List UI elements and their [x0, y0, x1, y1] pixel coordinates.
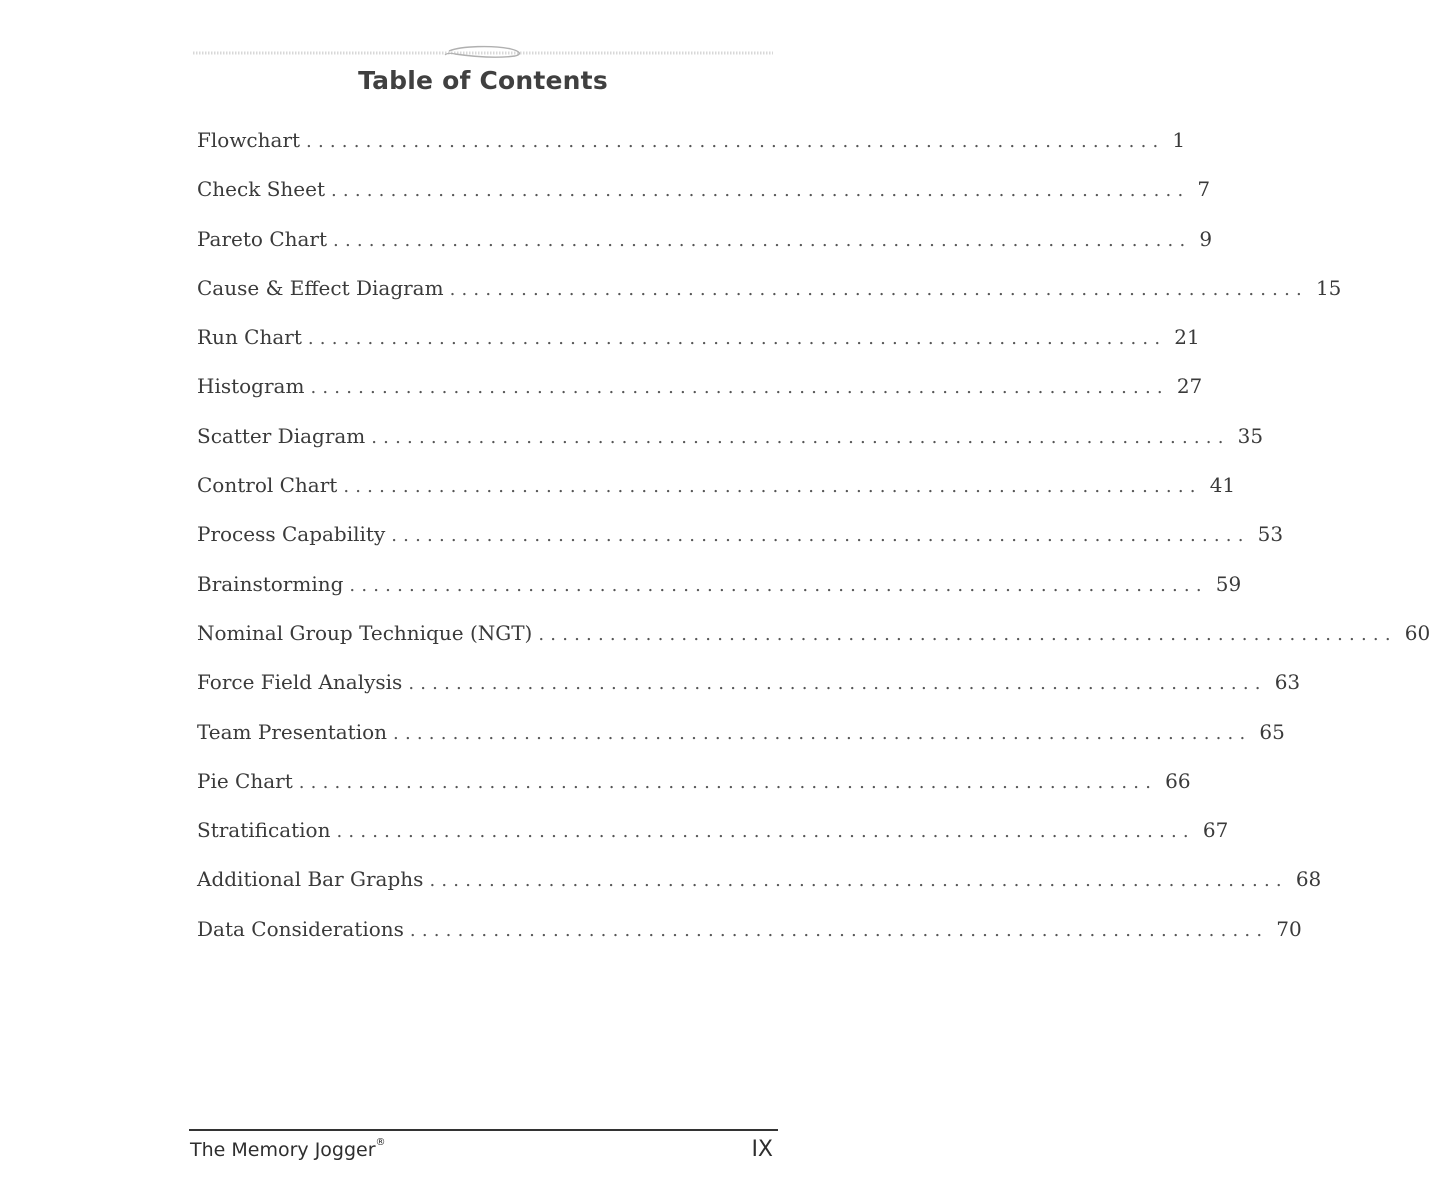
- toc-entry-label: Additional Bar Graphs: [197, 867, 424, 892]
- toc-entry-page: 67: [1202, 818, 1229, 843]
- dot-leader: ........................................................................: [409, 919, 1269, 941]
- toc-entry-page: 63: [1274, 670, 1301, 695]
- toc-entry-page: 68: [1295, 867, 1322, 892]
- toc-entry[interactable]: [197, 571, 1242, 621]
- toc-entry-page: 41: [1209, 473, 1236, 498]
- toc-entry-label: Control Chart: [197, 473, 338, 498]
- dot-leader: ........................................................................: [307, 328, 1167, 350]
- toc-entry-label: Histogram: [197, 374, 305, 399]
- toc-entry-page: 65: [1259, 719, 1285, 744]
- toc-entry[interactable]: [197, 522, 1284, 571]
- toc-entry-page: 9: [1199, 226, 1213, 251]
- toc-entry[interactable]: [197, 620, 1430, 670]
- table-of-contents: [197, 128, 1430, 966]
- toc-entry-label: Stratification: [197, 818, 331, 843]
- toc-entry[interactable]: [197, 867, 1322, 916]
- toc-entry-label: Run Chart: [197, 325, 302, 350]
- toc-entry[interactable]: [197, 473, 1236, 522]
- toc-entry-page: 60: [1404, 620, 1430, 645]
- toc-entry[interactable]: [197, 128, 1186, 177]
- dot-leader: ........................................................................: [343, 476, 1202, 498]
- toc-entry-label: Force Field Analysis: [197, 670, 403, 695]
- toc-entry-label: Process Capability: [197, 522, 386, 547]
- dot-leader: ........................................................................: [331, 180, 1190, 202]
- toc-entry[interactable]: [197, 818, 1229, 867]
- toc-entry-page: 35: [1237, 423, 1264, 448]
- toc-entry[interactable]: [197, 670, 1301, 719]
- dot-leader: ........................................................................: [349, 574, 1208, 596]
- toc-entry-page: 53: [1257, 522, 1284, 547]
- registered-mark: ®: [375, 1137, 386, 1148]
- toc-entry-page: 7: [1197, 177, 1211, 202]
- footer-page-number: IX: [751, 1137, 773, 1162]
- dot-leader: ........................................................................: [449, 278, 1308, 300]
- dot-leader: ........................................................................: [371, 426, 1230, 448]
- dot-leader: ........................................................................: [310, 377, 1169, 399]
- toc-entry-page: 21: [1174, 325, 1200, 350]
- footer-divider: [189, 1129, 778, 1131]
- toc-entry-label: Cause & Effect Diagram: [197, 275, 444, 300]
- dot-leader: ........................................................................: [298, 771, 1158, 793]
- toc-entry-label: Pareto Chart: [197, 226, 328, 251]
- toc-entry-label: Flowchart: [197, 128, 301, 152]
- toc-entry[interactable]: [197, 374, 1203, 423]
- toc-entry[interactable]: [197, 719, 1285, 769]
- dot-leader: ........................................................................: [393, 722, 1252, 744]
- toc-entry-label: Check Sheet: [197, 177, 325, 202]
- toc-entry[interactable]: [197, 275, 1342, 325]
- decorative-header-rule: [193, 44, 773, 62]
- dot-leader: ........................................................................: [538, 623, 1397, 645]
- toc-entry-page: 15: [1315, 275, 1342, 300]
- toc-entry[interactable]: [197, 226, 1213, 276]
- toc-entry-page: 27: [1176, 374, 1203, 399]
- toc-entry-page: 59: [1215, 571, 1242, 596]
- footer-book-title: [190, 1139, 386, 1161]
- dot-leader: ........................................................................: [408, 673, 1267, 695]
- dot-leader: ........................................................................: [333, 229, 1192, 251]
- toc-entry[interactable]: [197, 423, 1264, 473]
- dot-leader: ........................................................................: [306, 131, 1165, 152]
- toc-entry[interactable]: [197, 325, 1200, 374]
- toc-entry[interactable]: [197, 177, 1211, 226]
- toc-entry[interactable]: [197, 768, 1191, 818]
- dot-leader: ........................................................................: [336, 821, 1195, 843]
- dot-leader: ........................................................................: [429, 870, 1288, 892]
- book-title-text: The Memory Jogger: [190, 1139, 376, 1161]
- toc-entry[interactable]: [197, 916, 1302, 966]
- toc-entry-page: 70: [1276, 916, 1302, 941]
- toc-entry-label: Brainstorming: [197, 571, 344, 596]
- toc-entry-label: Nominal Group Technique (NGT): [197, 620, 533, 645]
- toc-entry-label: Scatter Diagram: [197, 423, 366, 448]
- toc-entry-label: Pie Chart: [197, 768, 293, 793]
- page-title: Table of Contents: [358, 66, 608, 95]
- toc-entry-page: 1: [1172, 128, 1186, 152]
- dot-leader: ........................................................................: [391, 525, 1250, 547]
- toc-entry-page: 66: [1165, 768, 1191, 793]
- toc-entry-label: Data Considerations: [197, 916, 404, 941]
- toc-entry-label: Team Presentation: [197, 719, 388, 744]
